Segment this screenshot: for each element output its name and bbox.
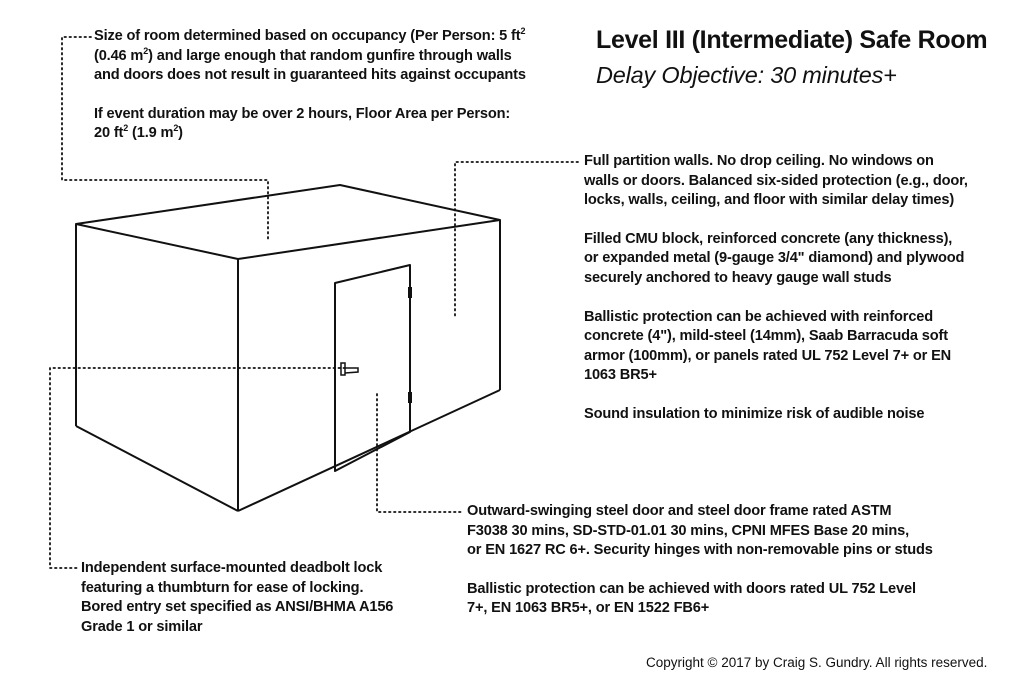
leader-door <box>377 394 462 512</box>
door-handle-plate <box>341 363 345 375</box>
walls-paragraph-2: Filled CMU block, reinforced concrete (any thickness), or expanded metal (9-gauge 3/4" diamond) and plywood securely anchored to heavy gauge wall studs <box>584 230 965 286</box>
room-roof <box>76 185 500 259</box>
occupancy-callout <box>94 27 526 144</box>
leader-walls <box>455 162 578 318</box>
page-title: Level III (Intermediate) Safe Room <box>596 26 988 54</box>
leader-lock <box>50 368 345 568</box>
walls-callout <box>584 152 968 444</box>
walls-paragraph-3: Ballistic protection can be achieved with reinforced concrete (4"), mild-steel (14mm), Saab Barracuda soft armor (100mm), or panels rated UL 752 Level 7+ or EN 1063 BR5+ <box>584 308 952 384</box>
room-bottom-right <box>238 390 500 511</box>
page-subtitle: Delay Objective: 30 minutes+ <box>596 62 897 88</box>
room-bottom-left <box>76 426 238 511</box>
door-paragraph-1: Outward-swinging steel door and steel door frame rated ASTM F3038 30 mins, SD-STD-01.01 30 mins, CPNI MFES Base 20 mins, or EN 1627 RC 6+. Security hinges with non-removable pins or studs <box>467 503 933 559</box>
door-callout <box>467 502 933 638</box>
walls-paragraph-4: Sound insulation to minimize risk of audible noise <box>584 405 925 422</box>
door-hinge-bottom <box>408 392 412 403</box>
lock-callout: Independent surface-mounted deadbolt lock featuring a thumbturn for ease of locking. Bored entry set specified as ANSI/BHMA A156 Grade 1 or similar <box>81 560 394 635</box>
occupancy-line-5: 20 $ft^2$ (1.9 $m^2$) <box>94 123 183 142</box>
occupancy-line-4: If event duration may be over 2 hours, Floor Area per Person: <box>94 105 511 122</box>
door-hinge-top <box>408 287 412 298</box>
occupancy-line-3: and doors does not result in guaranteed hits against occupants <box>94 67 526 84</box>
walls-paragraph-1: Full partition walls. No drop ceiling. No windows on walls or doors. Balanced six-sided protection (e.g., door, locks, walls, ceiling, and floor with similar delay times) <box>584 153 968 209</box>
door-handle-lever <box>345 368 358 373</box>
occupancy-line-2: (0.46 $m^2$) and large enough that random gunfire through walls <box>94 45 512 64</box>
door-paragraph-2: Ballistic protection can be achieved with doors rated UL 752 Level 7+, EN 1063 BR5+, or EN 1522 FB6+ <box>467 580 916 617</box>
occupancy-line-1: Size of room determined based on occupancy (Per Person: 5 $ft^2$ <box>94 26 526 44</box>
copyright-notice: Copyright © 2017 by Craig S. Gundry. All rights reserved. <box>646 655 988 670</box>
